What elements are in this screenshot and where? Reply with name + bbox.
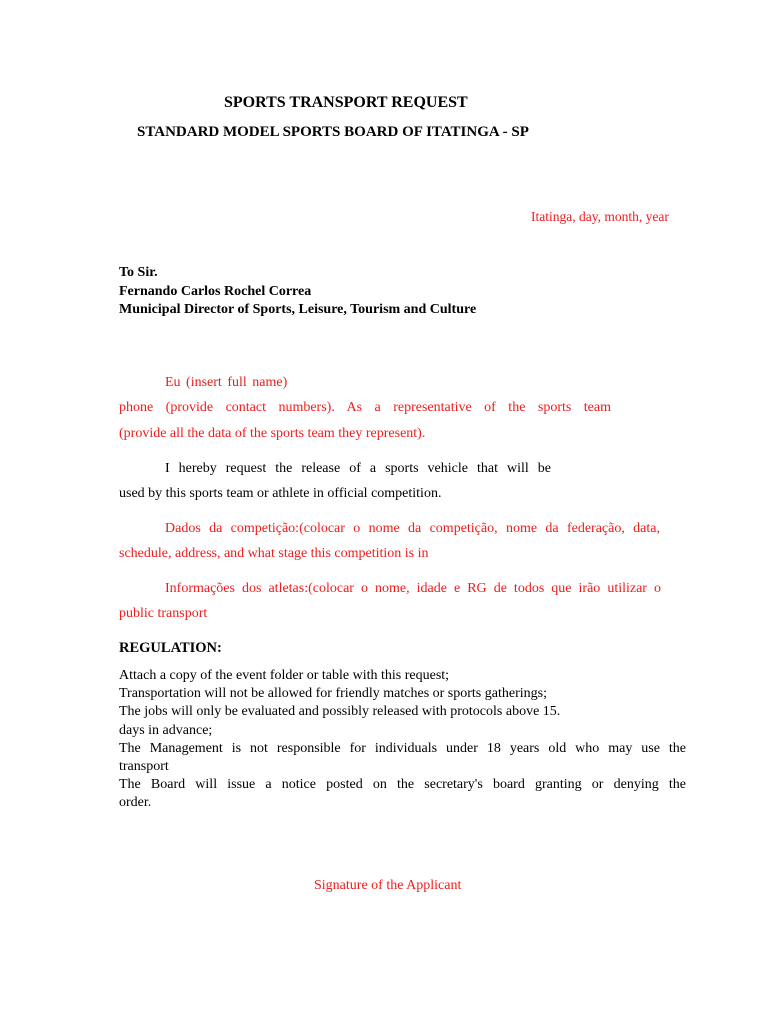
- regulation-line: Attach a copy of the event folder or table with this request;: [119, 668, 450, 683]
- applicant-line-1: Eu (insert full name): [165, 375, 288, 390]
- competition-line-2: schedule, address, and what stage this competition is in: [119, 546, 429, 561]
- addressee-block: [119, 264, 476, 320]
- regulation-heading: REGULATION:: [119, 640, 222, 656]
- addressee-position: Municipal Director of Sports, Leisure, Tourism and Culture: [119, 302, 477, 317]
- applicant-line-3: (provide all the data of the sports team they represent).: [119, 426, 426, 441]
- regulation-line: The jobs will only be evaluated and possibly released with protocols above 15.: [119, 704, 561, 720]
- addressee-salutation: To Sir.: [119, 265, 158, 280]
- regulation-list: [119, 667, 686, 813]
- applicant-line-2: phone (provide contact numbers). As a representative of the sports team: [119, 400, 611, 415]
- date-placeholder: Itatinga, day, month, year: [531, 209, 669, 224]
- signature-line: Signature of the Applicant: [314, 878, 462, 893]
- athletes-line-2: public transport: [119, 606, 208, 621]
- document-title: SPORTS TRANSPORT REQUEST: [224, 94, 468, 111]
- regulation-line: order.: [119, 795, 152, 811]
- document-subtitle: STANDARD MODEL SPORTS BOARD OF ITATINGA - SP: [137, 124, 529, 140]
- athletes-line-1: Informações dos atletas:(colocar o nome, idade e RG de todos que irão utilizar o: [165, 581, 661, 596]
- regulation-line: Transportation will not be allowed for friendly matches or sports gatherings;: [119, 686, 547, 702]
- request-line-2: used by this sports team or athlete in official competition.: [119, 486, 442, 501]
- request-line-1: I hereby request the release of a sports vehicle that will be: [165, 461, 551, 476]
- competition-line-1: Dados da competição:(colocar o nome da competição, nome da federação, data,: [165, 521, 660, 536]
- regulation-line: The Management is not responsible for individuals under 18 years old who may use the: [119, 740, 686, 756]
- addressee-name: Fernando Carlos Rochel Correa: [119, 283, 312, 299]
- regulation-line: The Board will issue a notice posted on the secretary's board granting or denying the: [119, 777, 686, 793]
- regulation-line: transport: [119, 759, 169, 775]
- regulation-line: days in advance;: [119, 722, 213, 738]
